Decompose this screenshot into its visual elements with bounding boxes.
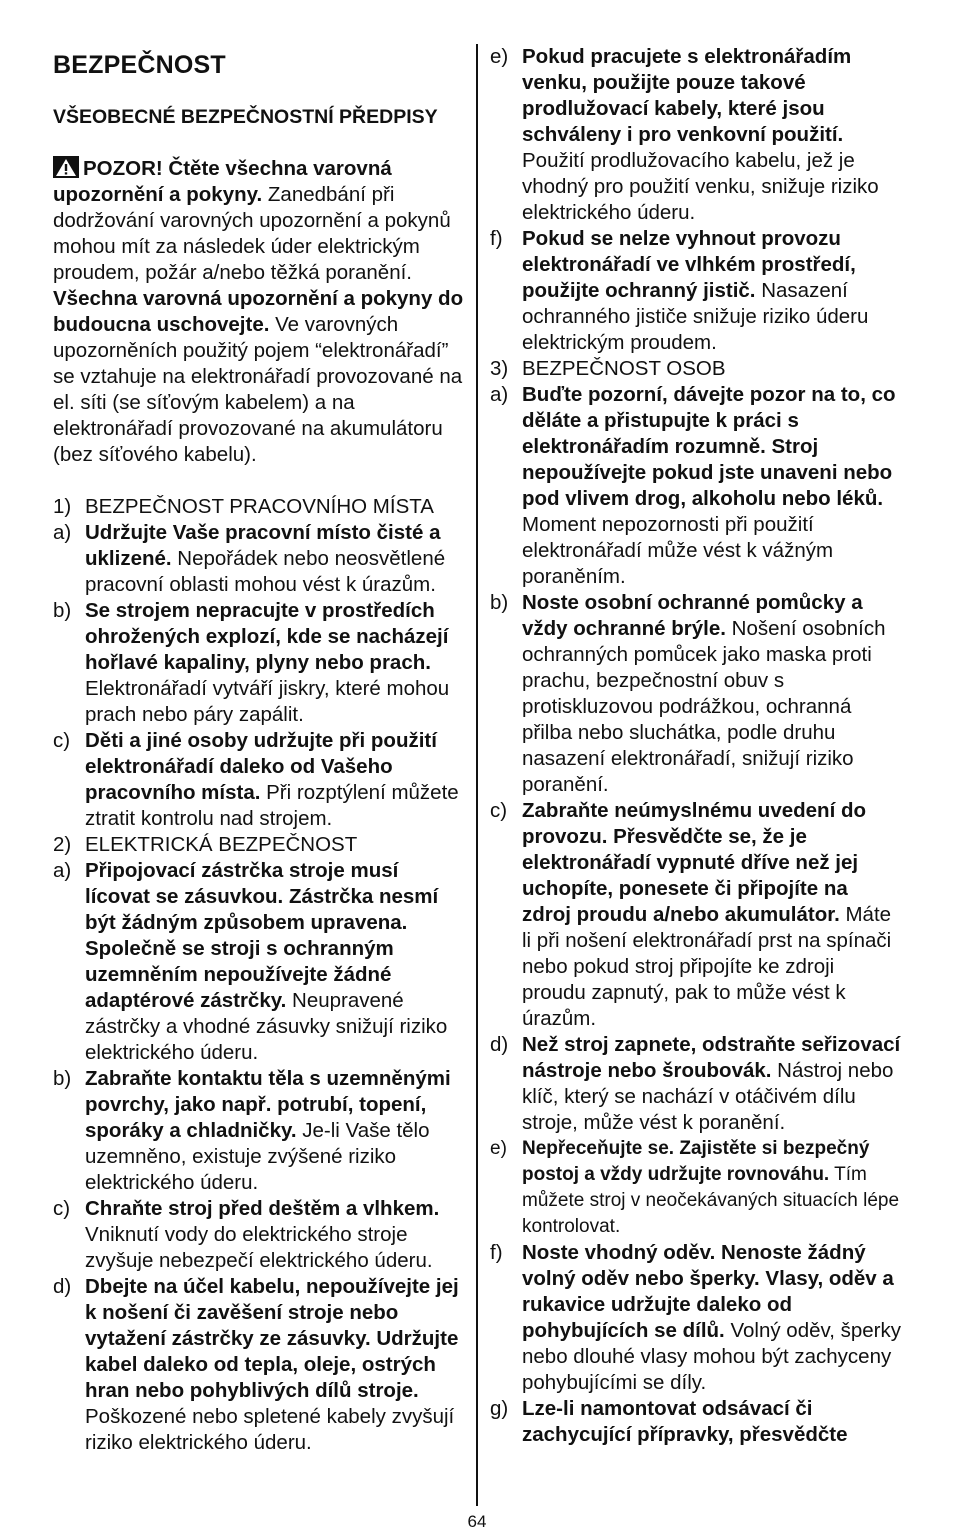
section-heading-3: 3) BEZPEČNOST OSOB — [490, 357, 726, 380]
list-item: a) Připojovací zástrčka stroje musí lícovat se zásuvkou. Zástrčka nesmí být žádným způsobem upravena. Společně se stroji s ochranným uzemněním nepoužívejte žádné adaptérové zástrčky. Neupravené zástrčky a vhodné zásuvky snižují riziko elektrického úderu. — [53, 859, 448, 1064]
list-item: g) Lze-li namontovat odsávací či zachycující přípravky, přesvědčte — [490, 1397, 848, 1446]
subtitle: VŠEOBECNÉ BEZPEČNOSTNÍ PŘEDPISY — [53, 106, 438, 128]
column-divider — [476, 44, 478, 1506]
list-item: b) Se strojem nepracujte v prostředích ohrožených explozí, kde se nacházejí hořlavé kapaliny, plyny nebo prach. Elektronářadí vytváří jiskry, které mohou prach nebo páry zapálit. — [53, 599, 450, 726]
intro-text-1: Zanedbání při dodržování varovných upozornění a pokynů mohou mít za následek úder elektrickým proudem, požár a/nebo těžká poranění. — [53, 183, 451, 284]
page-number: 64 — [467, 1512, 487, 1531]
section-heading-1: 1) BEZPEČNOST PRACOVNÍHO MÍSTA — [53, 495, 434, 518]
intro-keep-bold: Všechna varovná upozornění a pokyny do budoucna uschovejte. — [53, 287, 464, 336]
right-column — [490, 44, 902, 1448]
section-heading-2: 2) ELEKTRICKÁ BEZPEČNOST — [53, 833, 358, 856]
page-title: BEZPEČNOST — [53, 51, 226, 79]
list-item: c) Zabraňte neúmyslnému uvedení do provozu. Přesvědčte se, že je elektronářadí vypnuté dříve než jej uchopíte, ponesete či připojíte na zdroj proudu a/nebo akumulátor. Máte li při nošení elektronářadí prst na spínači nebo pokud stroj připojíte ke zdroji proudu zapnutý, pak to může vést k úrazům. — [490, 799, 892, 1030]
warning-triangle-icon — [53, 156, 79, 178]
list-item: d) Dbejte na účel kabelu, nepoužívejte jej k nošení či zavěšení stroje nebo vytažení zástrčky ze zásuvky. Udržujte kabel daleko od tepla, oleje, ostrých hran nebo pohyblivých dílů stroje. Poškozené nebo spletené kabely zvyšují riziko elektrického úderu. — [53, 1275, 459, 1454]
list-item: c) Chraňte stroj před deštěm a vlhkem. Vniknutí vody do elektrického stroje zvyšuje nebezpečí elektrického úderu. — [53, 1197, 440, 1272]
list-item: b) Noste osobní ochranné pomůcky a vždy ochranné brýle. Nošení osobních ochranných pomůcek jako maska proti prachu, bezpečnostní obuv s protiskluzovou podrážkou, ochranná přilba nebo sluchátka, podle druhu nasazení elektronářadí, snižují riziko poranění. — [490, 591, 886, 796]
intro-warning-bold: POZOR! Čtěte všechna varovná upozornění a pokyny. — [53, 157, 392, 206]
list-item: a) Buďte pozorní, dávejte pozor na to, co děláte a přistupujte k práci s elektronářadím rozumně. Stroj nepoužívejte pokud jste unaveni nebo pod vlivem drog, alkoholu nebo léků. Moment nepozornosti při použití elektronářadí může vést k vážným poraněním. — [490, 383, 896, 588]
list-item: e) Pokud pracujete s elektronářadím venku, použijte pouze takové prodlužovací kabely, které jsou schváleny i pro venkovní použití. Použití prodlužovacího kabelu, jež je vhodný pro použití venku, snižuje riziko elektrického úderu. — [490, 45, 879, 224]
list-item: f) Pokud se nelze vyhnout provozu elektronářadí ve vlhkém prostředí, použijte ochranný jistič. Nasazení ochranného jističe snižuje riziko úderu elektrickým proudem. — [490, 227, 869, 354]
intro-paragraph — [53, 156, 465, 468]
list-item: f) Noste vhodný oděv. Nenoste žádný volný oděv nebo šperky. Vlasy, oděv a rukavice udržujte daleko od pohybujících se dílů. Volný oděv, šperky nebo dlouhé vlasy mohou být zachyceny pohybujícími se díly. — [490, 1241, 901, 1394]
list-item: b) Zabraňte kontaktu těla s uzemněnými povrchy, jako např. potrubí, topení, sporáky a chladničky. Je-li Vaše tělo uzemněno, existuje zvýšené riziko elektrického úderu. — [53, 1067, 451, 1194]
list-item: c) Děti a jiné osoby udržujte při použití elektronářadí daleko od Vašeho pracovního místa. Při rozptýlení můžete ztratit kontrolu nad strojem. — [53, 729, 459, 830]
list-item: a) Udržujte Vaše pracovní místo čisté a uklizené. Nepořádek nebo neosvětlené pracovní oblasti mohou vést k úrazům. — [53, 521, 446, 596]
left-column — [53, 44, 465, 1456]
list-item: d) Než stroj zapnete, odstraňte seřizovací nástroje nebo šroubovák. Nástroj nebo klíč, který se nachází v otáčivém dílu stroje, může vést k poranění. — [490, 1033, 901, 1134]
intro-text-2: Ve varovných upozorněních použitý pojem “elektronářadí” se vztahuje na elektronářadí provozované na el. síti (se síťovým kabelem) a na elektronářadí provozované na akumulátoru (bez síťového kabelu). — [53, 313, 463, 466]
list-item: e) Nepřeceňujte se. Zajistěte si bezpečný postoj a vždy udržujte rovnováhu. Tím můžete stroj v neočekávaných situacích lépe kontrolovat. — [490, 1138, 900, 1237]
